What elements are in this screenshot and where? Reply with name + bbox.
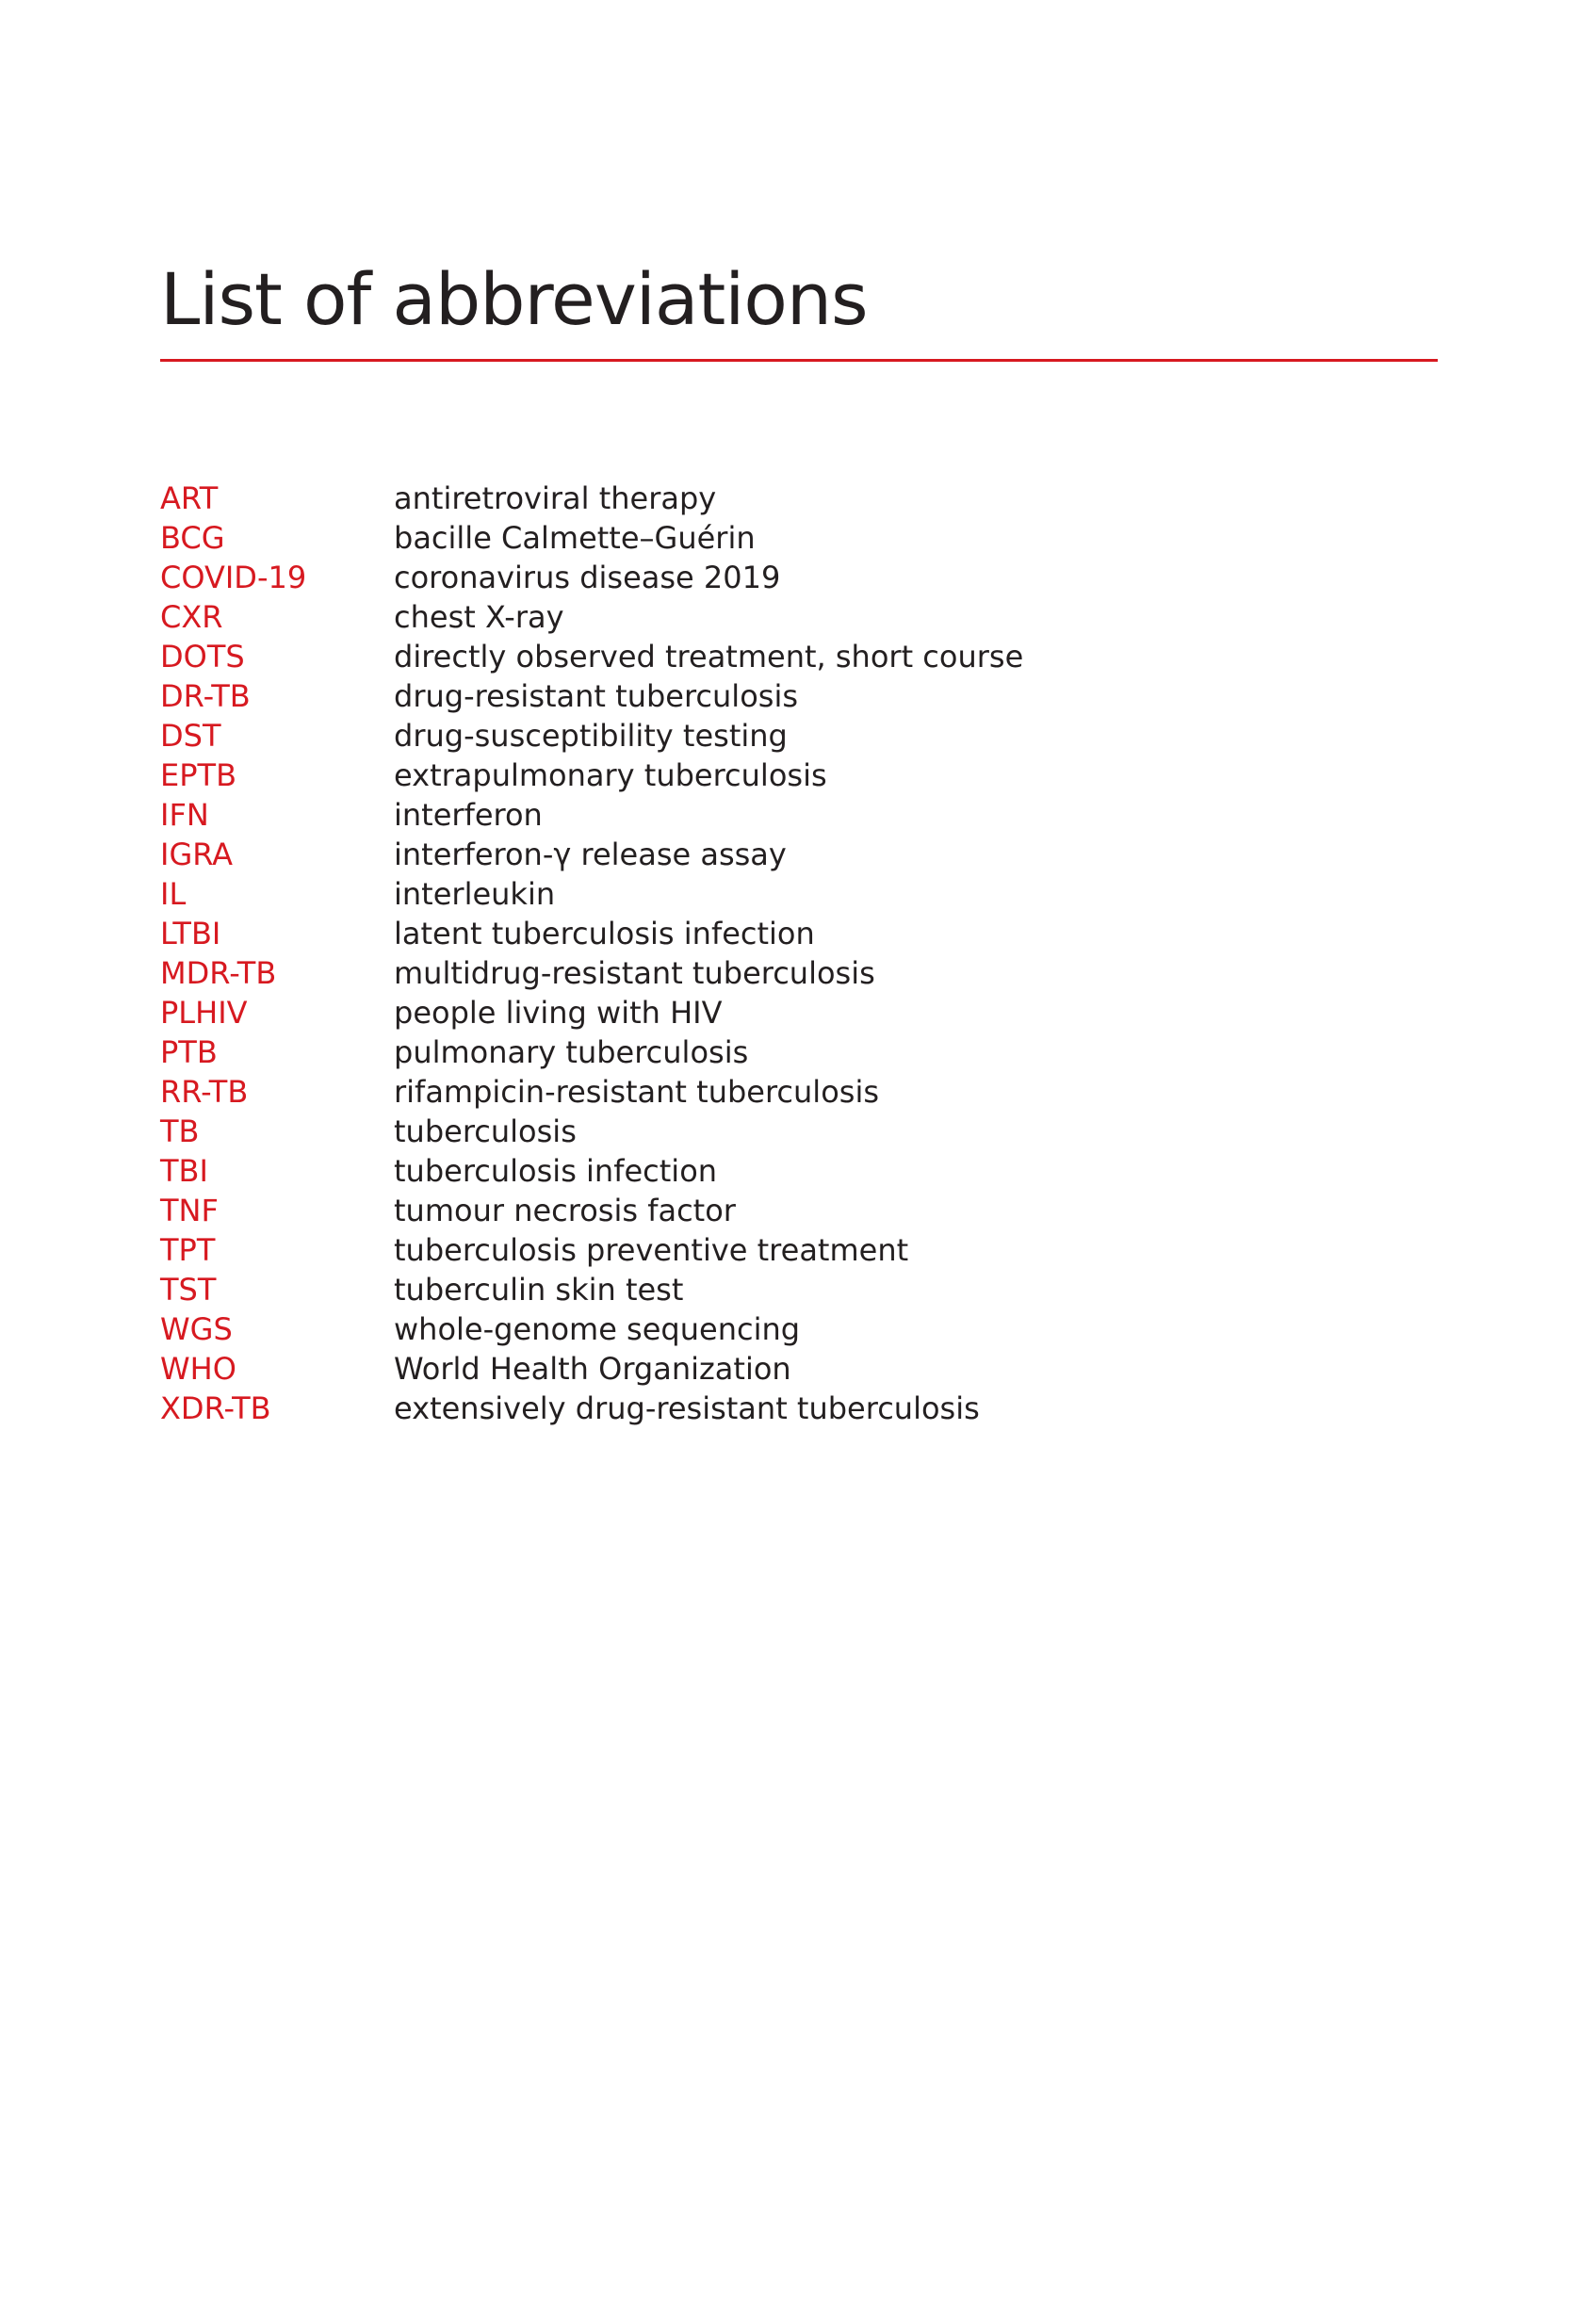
abbreviation-definition: extensively drug-resistant tuberculosis [394,1390,980,1426]
abbreviation-row [160,716,1023,756]
abbreviation-row [160,1389,1023,1428]
abbreviation-term: EPTB [160,757,237,793]
abbreviation-definition: interferon-γ release assay [394,837,787,872]
abbreviation-term: BCG [160,520,225,556]
abbreviation-term: IL [160,876,187,912]
abbreviation-row [160,1151,1023,1191]
abbreviation-row [160,479,1023,518]
abbreviation-term: DR-TB [160,678,251,714]
abbreviation-term: XDR-TB [160,1390,271,1426]
abbreviation-row [160,795,1023,835]
abbreviation-row [160,1191,1023,1230]
abbreviation-definition: latent tuberculosis infection [394,916,815,951]
abbreviation-row [160,518,1023,558]
abbreviation-row [160,558,1023,597]
abbreviation-list [160,479,1023,1428]
abbreviation-definition: people living with HIV [394,995,723,1031]
abbreviation-definition: pulmonary tuberculosis [394,1034,749,1070]
abbreviation-row [160,993,1023,1032]
abbreviation-term: DOTS [160,639,245,675]
abbreviation-term: COVID-19 [160,560,307,595]
abbreviation-definition: interleukin [394,876,556,912]
abbreviation-row [160,756,1023,795]
abbreviation-row [160,637,1023,676]
abbreviation-definition: World Health Organization [394,1351,791,1387]
title-divider [160,359,1438,362]
abbreviation-term: RR-TB [160,1074,249,1110]
abbreviation-definition: chest X-ray [394,599,564,635]
abbreviation-definition: extrapulmonary tuberculosis [394,757,827,793]
abbreviation-row [160,1230,1023,1270]
abbreviation-term: ART [160,480,219,516]
abbreviation-term: WHO [160,1351,236,1387]
page-title: List of abbreviations [160,257,868,341]
abbreviation-definition: interferon [394,797,543,833]
abbreviation-row [160,676,1023,716]
abbreviation-term: DST [160,718,221,754]
abbreviation-row [160,1309,1023,1349]
abbreviation-term: IGRA [160,837,234,872]
abbreviation-row [160,835,1023,874]
abbreviation-term: TPT [160,1232,216,1268]
abbreviation-term: TST [160,1272,217,1308]
abbreviation-definition: multidrug-resistant tuberculosis [394,955,875,991]
abbreviation-definition: directly observed treatment, short course [394,639,1024,675]
abbreviation-definition: tuberculin skin test [394,1272,684,1308]
abbreviation-row [160,874,1023,914]
abbreviation-definition: tumour necrosis factor [394,1193,736,1228]
abbreviation-term: MDR-TB [160,955,277,991]
abbreviation-row [160,914,1023,953]
abbreviation-term: TB [160,1113,200,1149]
abbreviation-term: WGS [160,1311,233,1347]
abbreviation-definition: drug-resistant tuberculosis [394,678,798,714]
abbreviation-row [160,953,1023,993]
abbreviation-term: PLHIV [160,995,248,1031]
abbreviation-definition: tuberculosis preventive treatment [394,1232,909,1268]
abbreviation-definition: coronavirus disease 2019 [394,560,781,595]
abbreviation-definition: tuberculosis [394,1113,577,1149]
abbreviation-row [160,1349,1023,1389]
abbreviation-definition: drug-susceptibility testing [394,718,788,754]
abbreviation-definition: tuberculosis infection [394,1153,718,1189]
abbreviation-term: IFN [160,797,209,833]
abbreviation-term: TBI [160,1153,208,1189]
abbreviation-row [160,1072,1023,1112]
abbreviation-row [160,1270,1023,1309]
abbreviation-term: TNF [160,1193,219,1228]
abbreviation-definition: rifampicin-resistant tuberculosis [394,1074,879,1110]
abbreviation-term: LTBI [160,916,221,951]
abbreviation-definition: bacille Calmette–Guérin [394,520,756,556]
abbreviation-definition: whole-genome sequencing [394,1311,801,1347]
abbreviation-definition: antiretroviral therapy [394,480,717,516]
abbreviation-row [160,597,1023,637]
abbreviation-term: PTB [160,1034,218,1070]
abbreviation-row [160,1112,1023,1151]
abbreviation-term: CXR [160,599,223,635]
abbreviation-row [160,1032,1023,1072]
